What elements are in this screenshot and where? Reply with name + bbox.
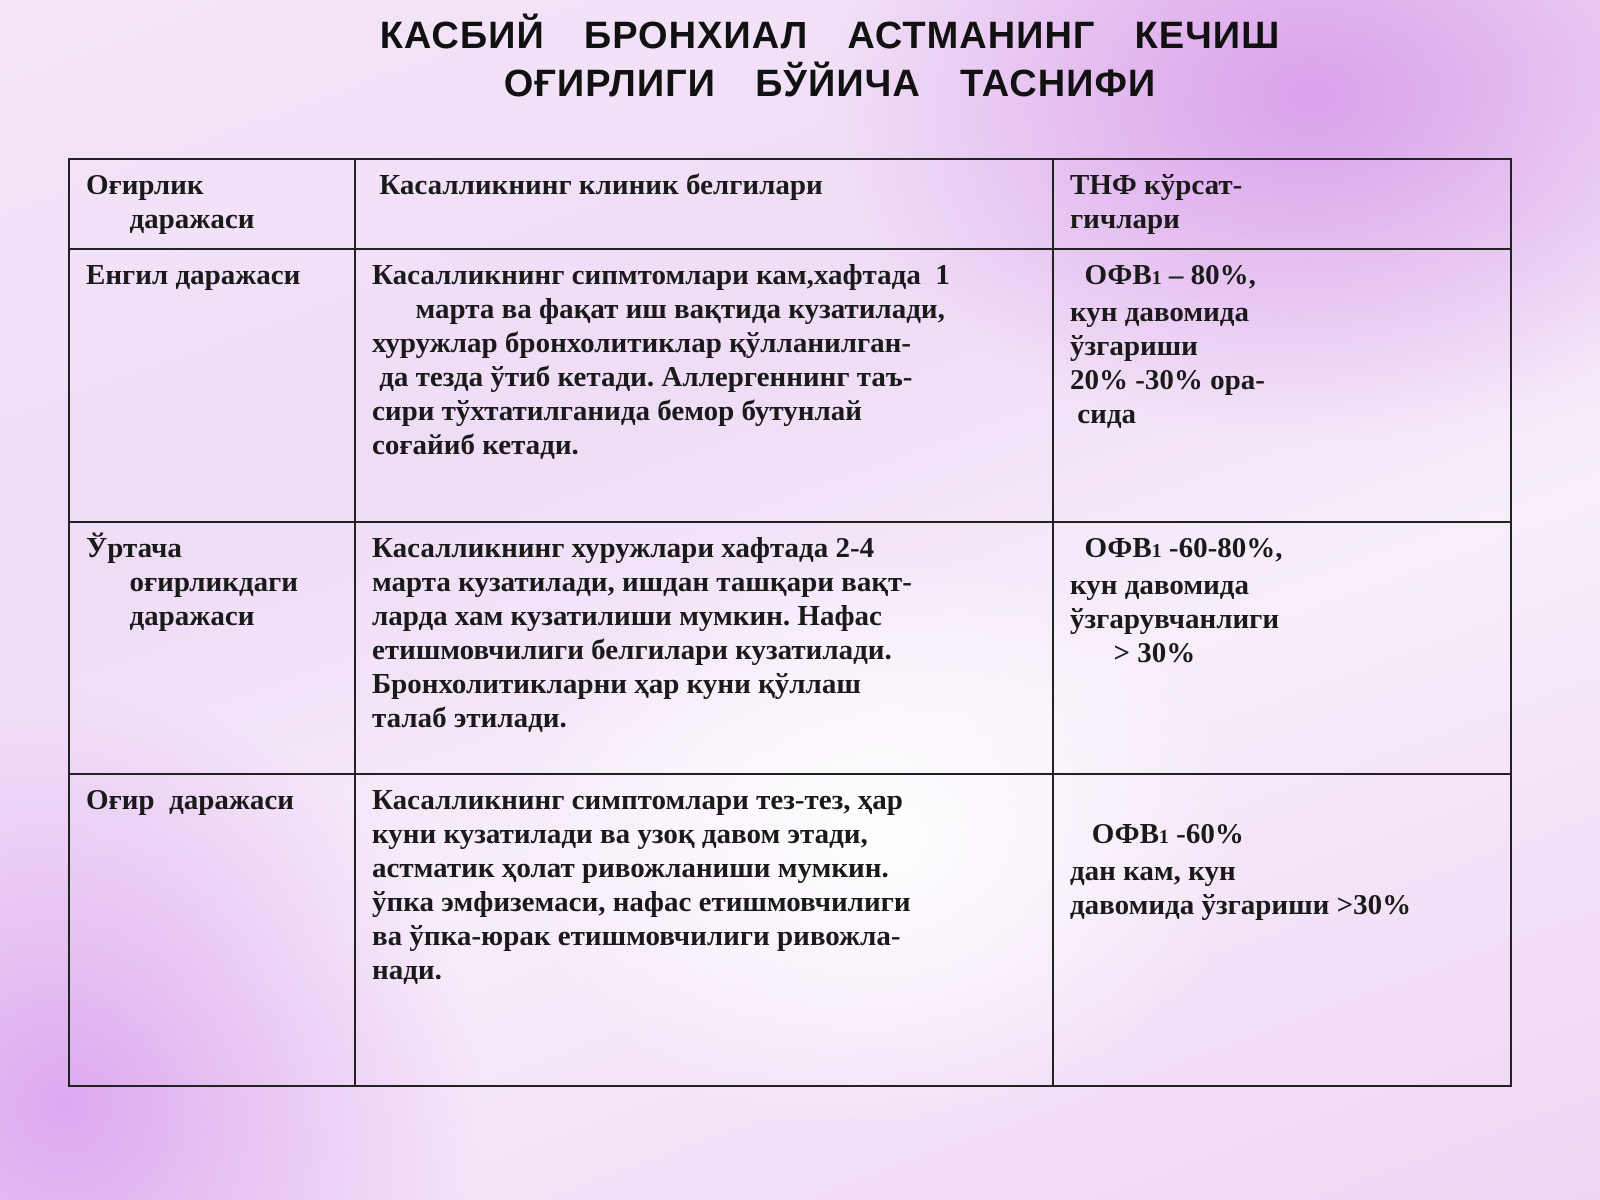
fev-rest: -60-80%, [1161, 532, 1283, 564]
header-fev-line: гичлари [1070, 203, 1180, 235]
fev-line: 20% -30% ора- [1070, 364, 1265, 396]
severity-line: Ўртача [86, 532, 182, 564]
fev-rest: – 80%, [1161, 259, 1256, 291]
severity-line: Енгил даражаси [86, 259, 301, 291]
signs-line: куни кузатилади ва узоқ давом этади, [372, 818, 868, 850]
table-row [69, 249, 1511, 522]
fev-line: дан кам, кун [1070, 855, 1236, 887]
signs-line: Касалликнинг сипмтомлари кам,хафтада 1 [372, 259, 950, 291]
fev-subscript: 1 [1158, 826, 1169, 848]
fev-line: сида [1070, 398, 1137, 430]
clinical-signs-cell [355, 249, 1053, 522]
classification-table [68, 158, 1512, 1087]
fev-line: давомида ўзгариши >30% [1070, 889, 1412, 921]
title-line-2: ОҒИРЛИГИ БЎЙИЧА ТАСНИФИ [503, 63, 1157, 105]
fev-line: ўзгарувчанлиги [1070, 603, 1280, 635]
header-clinical-signs [355, 159, 1053, 249]
signs-line: сири тўхтатилганида бемор бутунлай [372, 395, 862, 427]
slide-title [300, 12, 1360, 108]
signs-line: ва ўпка-юрак етишмовчилиги ривожла- [372, 920, 901, 952]
header-severity-line: даражаси [86, 203, 255, 235]
header-severity-line: Оғирлик [86, 169, 204, 201]
fev-subscript: 1 [1151, 540, 1162, 562]
signs-line: астматик ҳолат ривожланиши мумкин. [372, 852, 889, 884]
fev-prefix: ОФВ [1070, 818, 1159, 850]
fev-line: ўзгариши [1070, 330, 1198, 362]
title-line-1: КАСБИЙ БРОНХИАЛ АСТМАНИНГ КЕЧИШ [379, 15, 1281, 57]
signs-line: хуружлар бронхолитиклар қўлланилган- [372, 327, 912, 359]
severity-cell [69, 522, 355, 774]
signs-line: марта ва фақат иш вақтида кузатилади, [372, 293, 945, 325]
fev-rest: -60% [1168, 818, 1244, 850]
signs-line: марта кузатилади, ишдан ташқари вақт- [372, 566, 912, 598]
clinical-signs-cell [355, 774, 1053, 1086]
signs-line: ларда хам кузатилиши мумкин. Нафас [372, 600, 882, 632]
signs-line: да тезда ўтиб кетади. Аллергеннинг таъ- [372, 361, 913, 393]
header-fev-line: ТНФ кўрсат- [1070, 169, 1243, 201]
fev-line: кун давомида [1070, 569, 1249, 601]
header-fev-indicators [1053, 159, 1511, 249]
fev-value-line [1070, 531, 1496, 568]
signs-line: Касалликнинг хуружлари хафтада 2-4 [372, 532, 875, 564]
signs-line: талаб этилади. [372, 702, 567, 734]
clinical-signs-cell [355, 522, 1053, 774]
header-clinical-signs-line: Касалликнинг клиник белгилари [372, 169, 823, 201]
signs-line: соғайиб кетади. [372, 429, 579, 461]
fev-cell [1053, 774, 1511, 1086]
severity-line: Оғир даражаси [86, 784, 294, 816]
fev-value-line [1070, 258, 1496, 295]
table-row [69, 774, 1511, 1086]
table-header-row [69, 159, 1511, 249]
fev-prefix: ОФВ [1070, 532, 1152, 564]
table-row [69, 522, 1511, 774]
fev-cell [1053, 522, 1511, 774]
fev-subscript: 1 [1151, 267, 1162, 289]
signs-line: Касалликнинг симптомлари тез-тез, ҳар [372, 784, 903, 816]
signs-line: етишмовчилиги белгилари кузатилади. [372, 634, 892, 666]
severity-line: оғирликдаги [86, 566, 299, 598]
fev-cell [1053, 249, 1511, 522]
fev-prefix: ОФВ [1070, 259, 1152, 291]
fev-line: > 30% [1070, 637, 1196, 669]
severity-cell [69, 774, 355, 1086]
fev-value-line [1070, 817, 1496, 854]
severity-cell [69, 249, 355, 522]
header-severity [69, 159, 355, 249]
fev-line: кун давомида [1070, 296, 1249, 328]
signs-line: Бронхолитикларни ҳар куни қўллаш [372, 668, 861, 700]
severity-line: даражаси [86, 600, 255, 632]
signs-line: ўпка эмфиземаси, нафас етишмовчилиги [372, 886, 911, 918]
signs-line: нади. [372, 954, 442, 986]
